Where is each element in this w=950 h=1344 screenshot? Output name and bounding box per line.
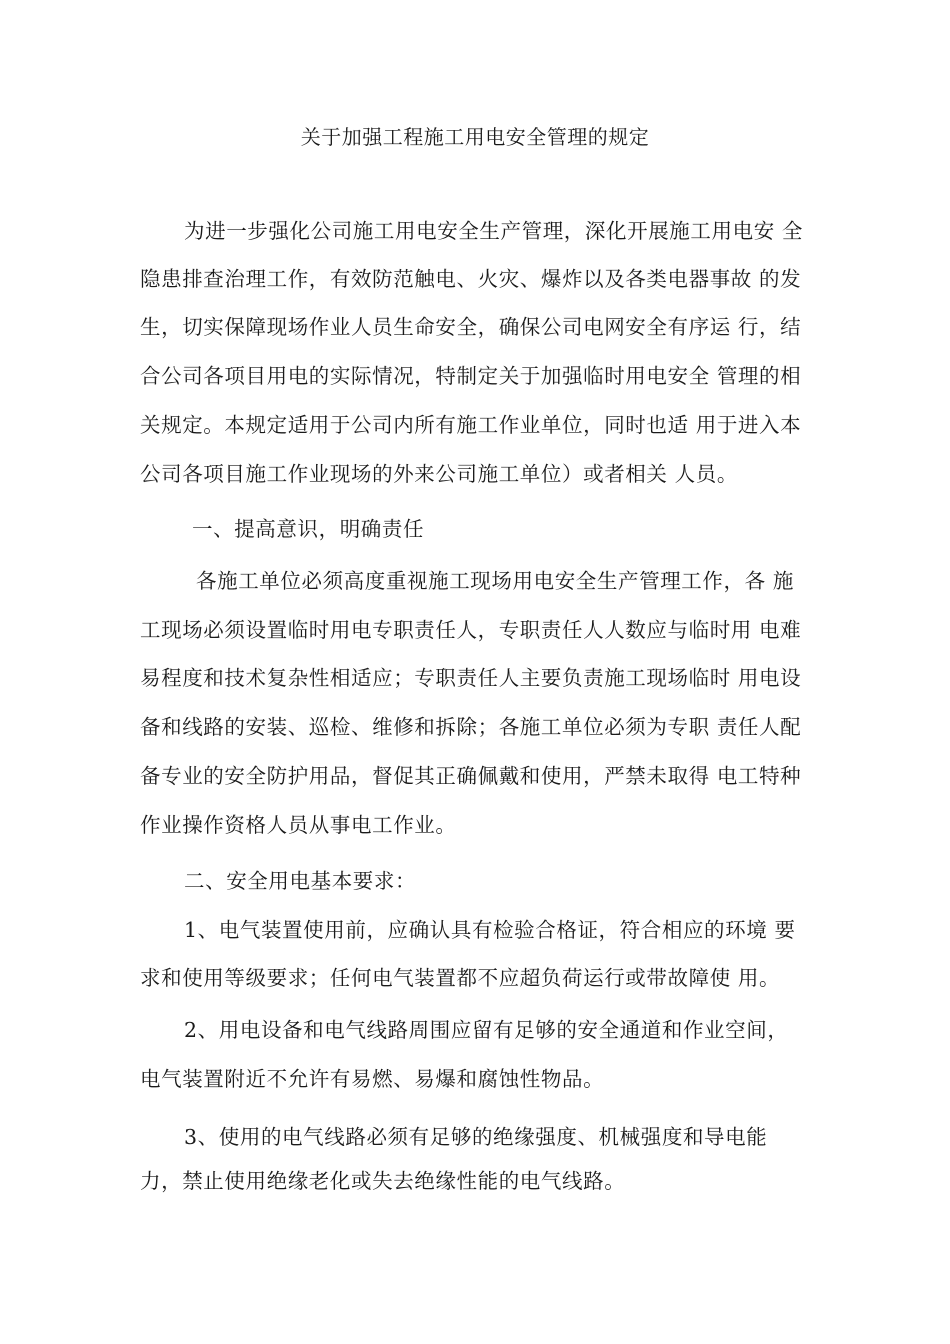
- paragraph-line: 电气装置附近不允许有易燃、易爆和腐蚀性物品。: [140, 1067, 605, 1091]
- paragraph-line: 工现场必须设置临时用电专职责任人，专职责任人人数应与临时用 电难: [140, 618, 802, 642]
- paragraph-line: 为进一步强化公司施工用电安全生产管理，深化开展施工用电安 全: [184, 219, 804, 243]
- paragraph-line: 备和线路的安装、巡检、维修和拆除；各施工单位必须为专职 责任人配: [140, 715, 802, 739]
- paragraph-line: 2、用电设备和电气线路周围应留有足够的安全通道和作业空间，: [184, 1018, 789, 1042]
- paragraph-line: 3、使用的电气线路必须有足够的绝缘强度、机械强度和导电能: [184, 1125, 768, 1149]
- paragraph-line: 作业操作资格人员从事电工作业。: [140, 813, 457, 837]
- paragraph-line: 合公司各项目用电的实际情况，特制定关于加强临时用电安全 管理的相: [140, 364, 802, 388]
- paragraph-line: 1、电气装置使用前，应确认具有检验合格证，符合相应的环境 要: [184, 918, 796, 942]
- paragraph-line: 求和使用等级要求；任何电气装置都不应超负荷运行或带故障使 用。: [140, 966, 781, 990]
- paragraph-line: 生，切实保障现场作业人员生命安全，确保公司电网安全有序运 行，结: [140, 315, 802, 339]
- paragraph-line: 隐患排查治理工作，有效防范触电、火灾、爆炸以及各类电器事故 的发: [140, 267, 802, 291]
- document-title: 关于加强工程施工用电安全管理的规定: [300, 125, 650, 149]
- section-heading: 一、提高意识，明确责任: [192, 517, 425, 541]
- paragraph-line: 各施工单位必须高度重视施工现场用电安全生产管理工作，各 施: [196, 569, 794, 593]
- paragraph-line: 关规定。本规定适用于公司内所有施工作业单位，同时也适 用于进入本: [140, 413, 802, 437]
- paragraph-line: 易程度和技术复杂性相适应；专职责任人主要负责施工现场临时 用电设: [140, 666, 802, 690]
- paragraph-line: 力，禁止使用绝缘老化或失去绝缘性能的电气线路。: [140, 1169, 626, 1193]
- paragraph-line: 公司各项目施工作业现场的外来公司施工单位）或者相关 人员。: [140, 462, 738, 486]
- section-heading: 二、安全用电基本要求：: [184, 869, 417, 893]
- paragraph-line: 备专业的安全防护用品，督促其正确佩戴和使用，严禁未取得 电工特种: [140, 764, 802, 788]
